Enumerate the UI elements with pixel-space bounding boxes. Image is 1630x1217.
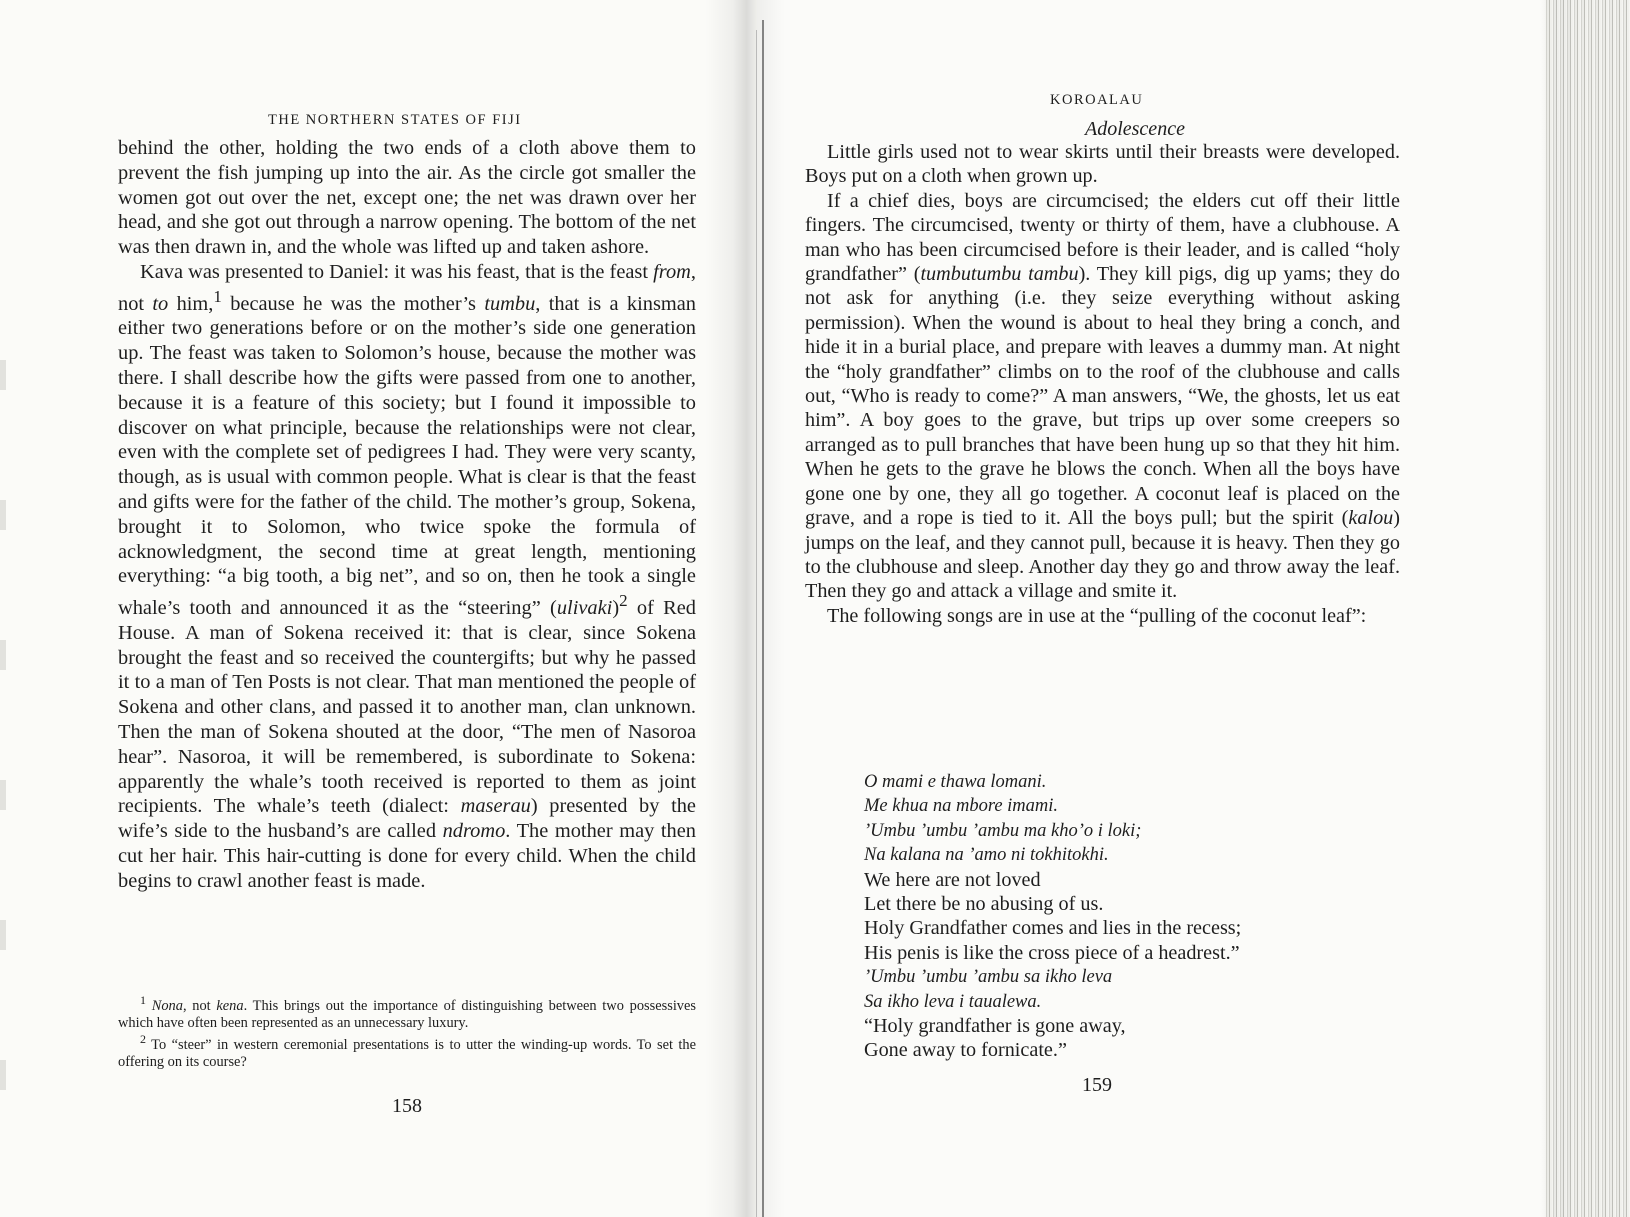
verse-line: Gone away to fornicate.” [864, 1039, 1067, 1062]
verse-line: ’Umbu ’umbu ’ambu sa ikho leva [864, 967, 1113, 988]
paragraph: If a chief dies, boys are circumcised; the elders cut off their little fingers. The circumcised, twenty or thirty of them, have a clubhouse. A man who has been circumcised before is their leader, and is called “holy grandfather” (tumbutumbu tambu). They kill pigs, dig up yams; they do not ask for anything (i.e. they seize everything without asking permission). When the wound is about to heal they bring a conch, and hide it in a burial place, and prepare with leaves a dummy man. At night the “holy grandfather” climbs on to the roof of the clubhouse and calls out, “Who is ready to come?” A man answers, “We, the ghosts, let us eat him”. A boy goes to the grave, but trips up over some creepers so arranged as to pull branches that have been hung up so that they hit him. When he gets to the grave he blows the conch. When all the boys have gone one by one, they all go together. A coconut leaf is placed on the grave, and a rope is tied to it. All the boys pull; but the spirit (kalou) jumps on the leaf, and they cannot pull, because it is heavy. Then they go to the clubhouse and sleep. Another day they go and throw away the leaf. Then they go and attack a village and smite it. [805, 189, 1401, 603]
page-stack-edge [1545, 0, 1630, 1217]
song-verse [864, 770, 1384, 1063]
footnote-2: $^2$ To “steer” in western ceremonial presentations is to utter the winding-up words. To set the offering on its course? [118, 1032, 696, 1070]
verse-line: Me khua na mbore imami. [864, 796, 1059, 817]
footnote-ref-1: 1 [213, 286, 222, 306]
paragraph: Kava was presented to Daniel: it was his feast, that is the feast from, not to him,$^1$ because he was the mother’s tumbu, that is a kinsman either two generations before or on the mother’s side one generation up. The feast was taken to Solomon’s house, because the mother was there. I shall describe how the gifts were passed from one to another, because it is a feature of this society; but I found it impossible to discover on what principle, because the relationships were not clear, even with the complete set of pedigrees I had. They were very scanty, though, as is usual with common people. What is clear is that the feast and gifts were for the father of the child. The mother’s group, Sokena, brought it to Solomon, who twice spoke the formula of acknowledgment, the second time at great length, mentioning everything: “a big tooth, a big net”, and so on, then he took a single whale’s tooth and announced it as the “steering” (ulivaki)$^2$ of Red House. A man of Sokena received it: that is clear, since Sokena brought the feast and so received the countergifts; but why he passed it to a man of Ten Posts is not clear. That man mentioned the people of Sokena and other clans, and passed it to another man, clan unknown. Then the man of Sokena shouted at the door, “The men of Nasoroa hear”. Nasoroa, it will be remembered, is subordinate to Sokena: apparently the whale’s tooth received is reported to them as joint recipients. The whale’s teeth (dialect: maserau) presented by the wife’s side to the husband’s are called ndromo. The mother may then cut her hair. This hair-cutting is done for every child. When the child begins to crawl another feast is made. [118, 260, 697, 892]
page-number-left: 158 [392, 1095, 422, 1117]
running-head-left: THE NORTHERN STATES OF FIJI [268, 112, 522, 128]
verse-line: Sa ikho leva i taualewa. [864, 991, 1042, 1012]
gutter-shadow [705, 0, 785, 1217]
paragraph: The following songs are in use at the “pulling of the coconut leaf”: [827, 604, 1367, 627]
gutter-fold-left [756, 30, 757, 1217]
verse-line: O mami e thawa lomani. [864, 772, 1047, 792]
right-body-text [805, 140, 1400, 628]
paragraph: behind the other, holding the two ends of a cloth above them to prevent the fish jumping up into the air. As the circle got smaller the women got out over the net, except one; the net was drawn over her head, and she got out through a narrow opening. The bottom of the net was then drawn in, and the whole was lifted up and taken ashore. [118, 137, 696, 259]
left-page-edge [0, 300, 6, 1180]
paragraph: Little girls used not to wear skirts until their breasts were developed. Boys put on a cloth when grown up. [805, 141, 1400, 188]
footnotes [118, 992, 696, 1071]
verse-line: Na kalana na ’amo ni tokhitokhi. [864, 845, 1109, 866]
footnote-1: $^1$ Nona, not kena. This brings out the importance of distinguishing between two possessives which have often been represented as an unnecessary luxury. [118, 993, 696, 1031]
verse-line: Let there be no abusing of us. [864, 893, 1104, 916]
footnote-ref-2: 2 [619, 591, 628, 611]
gutter-fold [762, 20, 764, 1217]
verse-line: Holy Grandfather comes and lies in the recess; [864, 917, 1242, 940]
left-body-text [118, 136, 696, 894]
verse-line: His penis is like the cross piece of a headrest.” [864, 941, 1240, 964]
verse-line: ’Umbu ’umbu ’ambu ma kho’o i loki; [864, 820, 1142, 841]
running-head-right: KOROALAU [1050, 92, 1144, 108]
verse-line: “Holy grandfather is gone away, [864, 1015, 1126, 1038]
section-title: Adolescence [1085, 118, 1185, 140]
page-number-right: 159 [1082, 1074, 1112, 1096]
verse-line: We here are not loved [864, 868, 1041, 891]
